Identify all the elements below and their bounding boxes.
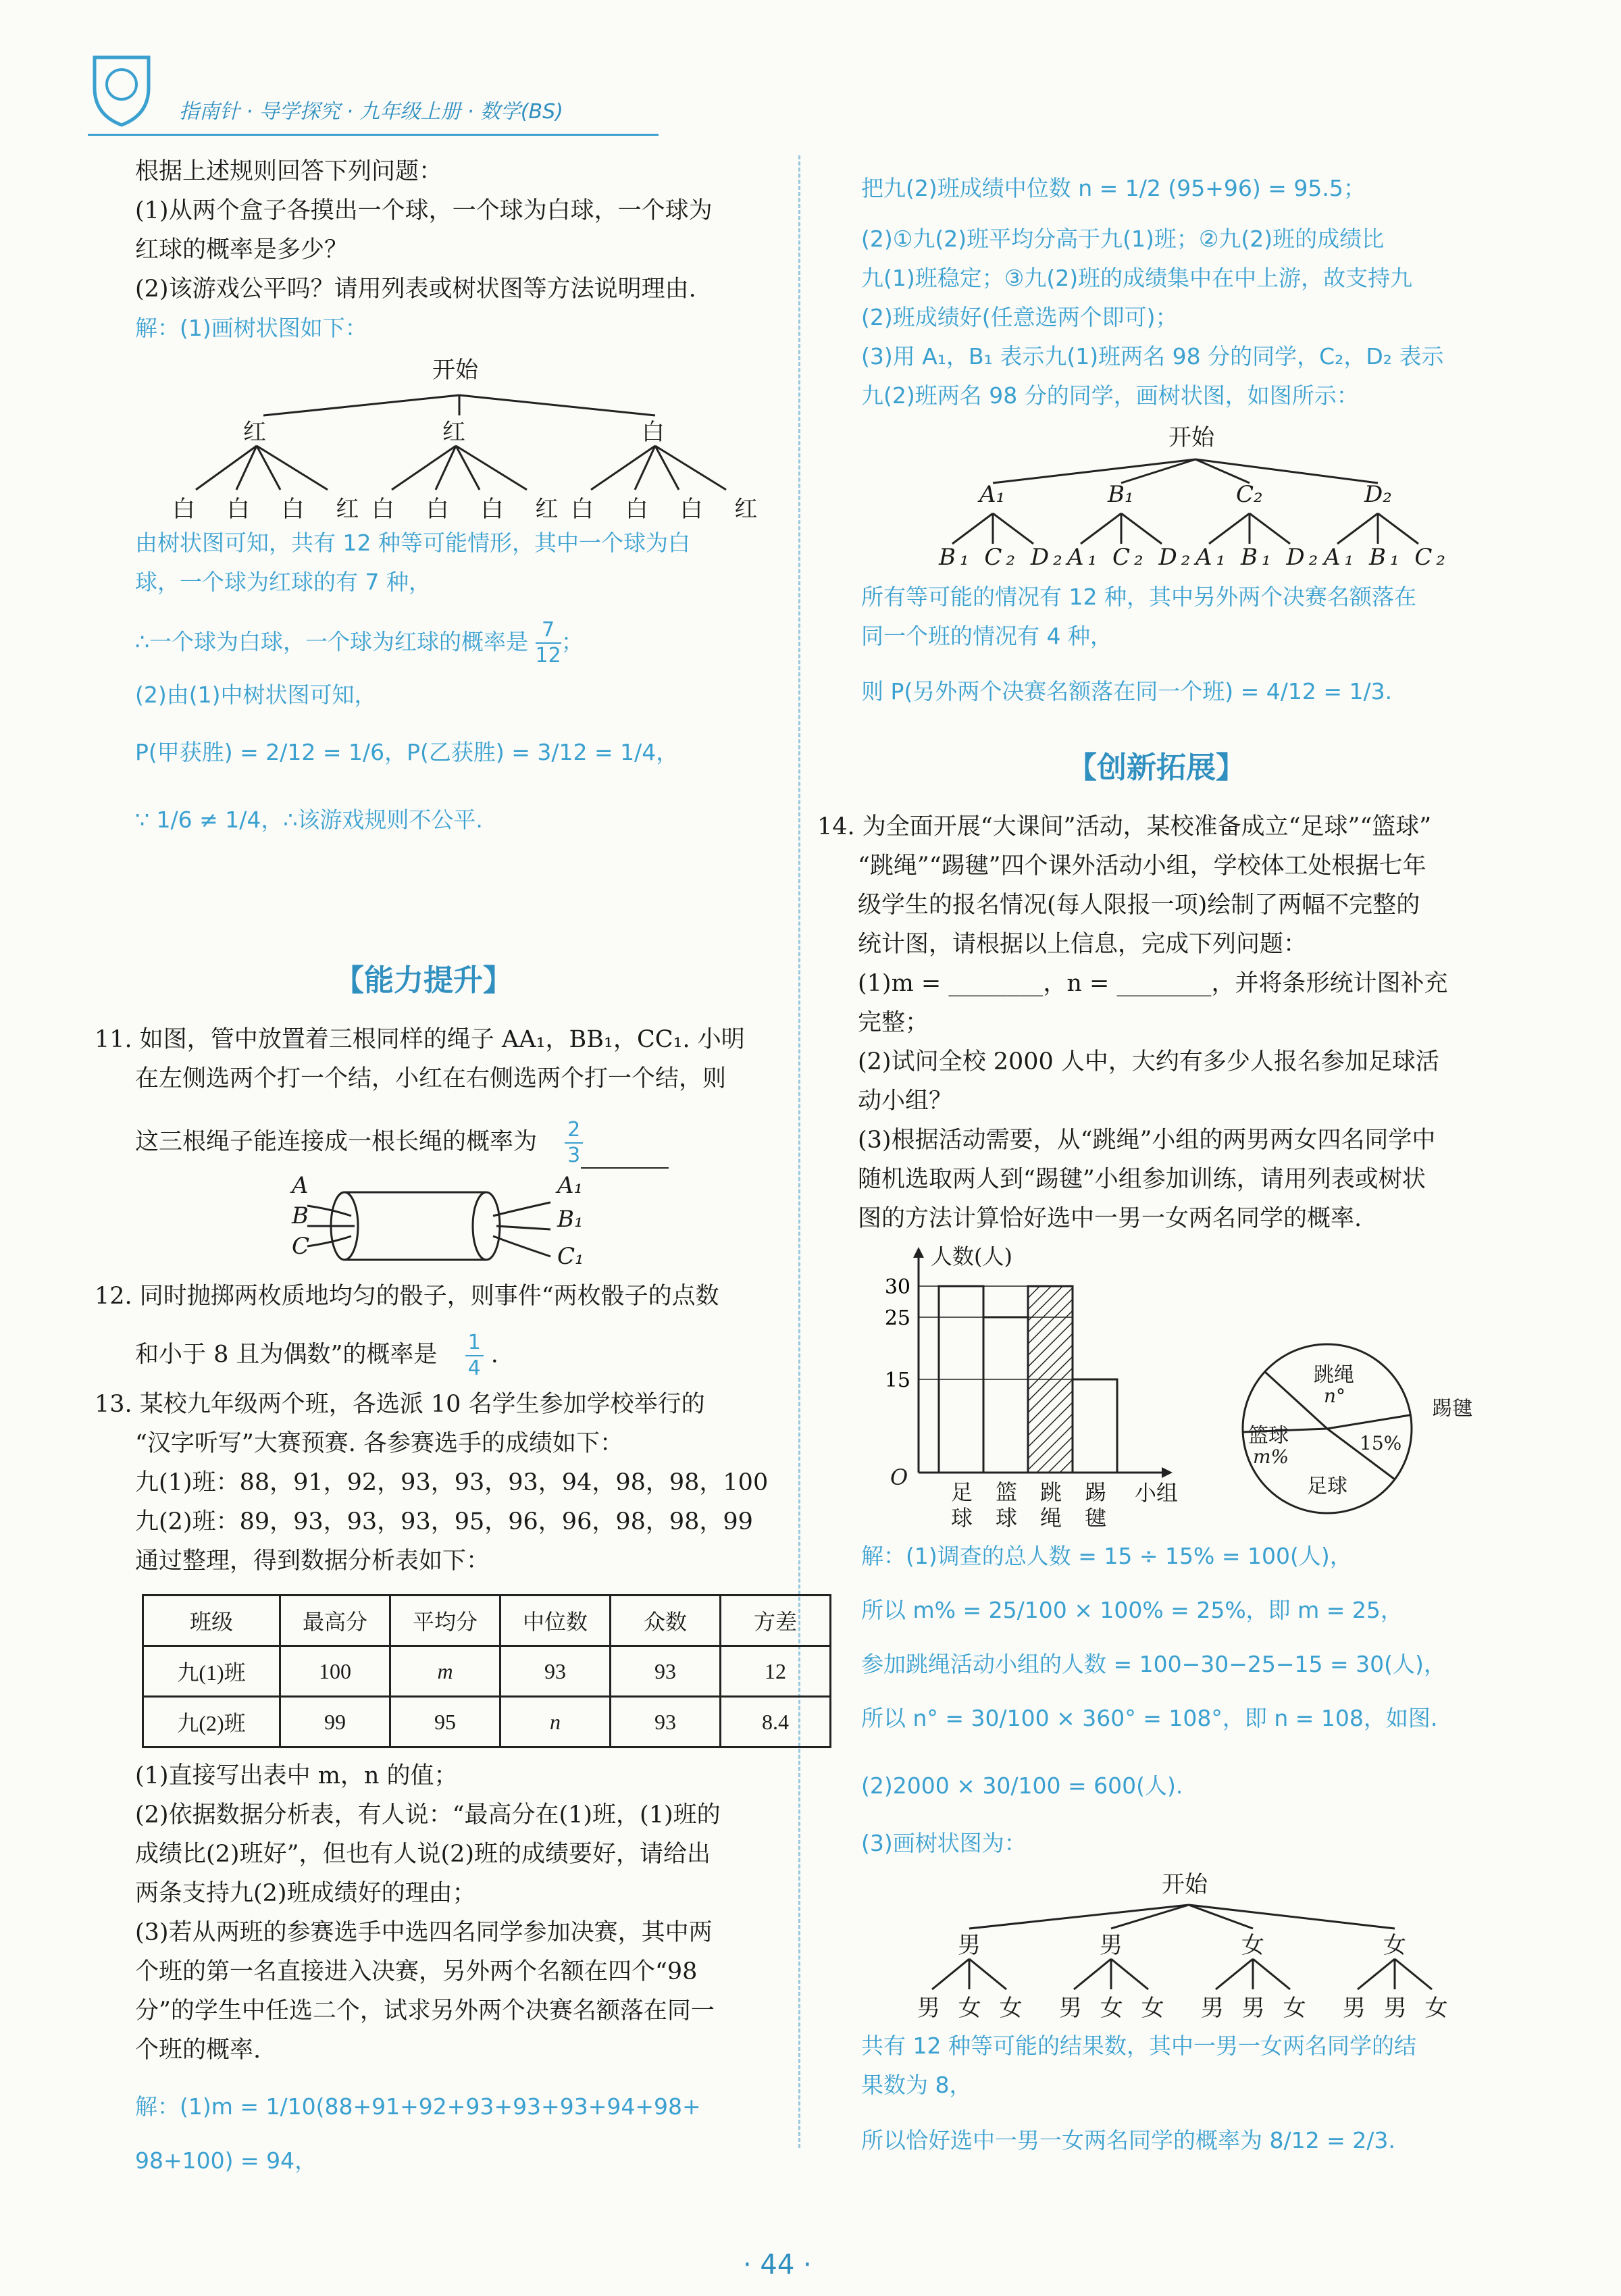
r1: 把九(2)班成绩中位数 n = 1/2 (95+96) = 95.5； (861, 175, 1366, 201)
pie-label: m% (1253, 1446, 1289, 1468)
ans10-3: ∴一个球为白球，一个球为红球的概率是 $\frac{7}{12}$ ； (135, 618, 584, 667)
logo-badge (81, 47, 162, 128)
tree1-leaves: 白 白 白 红 (571, 496, 770, 523)
a14-7a: 共有 12 种等可能的结果数，其中一男一女两名同学的结 (861, 2033, 1416, 2059)
ans10-2a: 由树状图可知，共有 12 种等可能情形，其中一个球为白 (135, 530, 690, 556)
q14-c: 级学生的报名情况(每人限报一项)绘制了两幅不完整的 (858, 892, 1420, 919)
tree3-node: 女 (1241, 1932, 1264, 1959)
q14-p1a: (1)m = ________，n = ________，并将条形统计图补充 (858, 970, 1448, 997)
q13-p3c: 分”的学生中任选二个，试求另外两个决赛名额落在同一 (135, 1997, 715, 2024)
q13-d: 九(2)班：89，93，93，93，95，96，96，98，98，99 (135, 1508, 753, 1535)
a14-4: 所以 n° = 30/100 × 360° = 108°，即 n = 108，如图. (861, 1705, 1438, 1731)
tree3-leaves: 男 男 女 (1343, 1995, 1453, 2022)
pie-label: 15% (1360, 1432, 1402, 1454)
pie-label: 跳绳 (1314, 1363, 1354, 1387)
ans10-2b: 球，一个球为红球的有 7 种， (135, 569, 431, 595)
a14-6: (3)画树状图为： (861, 1830, 1027, 1856)
ans10-1: 解：(1)画树状图如下： (135, 315, 367, 341)
q12-a: 12. 同时抛掷两枚质地均匀的骰子，则事件“两枚骰子的点数 (95, 1283, 719, 1310)
y-axis-arrow (913, 1247, 924, 1258)
tree2-leaves: A₁ B₁ D₂ (1195, 544, 1322, 571)
q14-p2b: 动小组？ (858, 1088, 953, 1115)
rope-tube-figure (290, 1175, 574, 1277)
shield-icon (81, 47, 162, 128)
tree1-node: 红 (243, 419, 266, 446)
tree1-root: 开始 (432, 357, 478, 384)
x-axis-label: 小组 (1135, 1480, 1179, 1506)
a14-8: 所以恰好选中一男一女两名同学的概率为 8/12 = 2/3. (861, 2127, 1395, 2153)
q13-p3d: 个班的概率. (135, 2037, 261, 2064)
section-innovation: 【创新拓展】 (1067, 750, 1245, 785)
q14-d: 统计图，请根据以上信息，完成下列问题： (858, 931, 1308, 958)
a14-1: 解：(1)调查的总人数 = 15 ÷ 15% = 100(人)， (861, 1543, 1352, 1569)
q14-b: “跳绳”“踢毽”四个课外活动小组，学校体工处根据七年 (858, 852, 1426, 879)
pie-label: 踢毽 (1432, 1397, 1472, 1421)
r2c: (2)班成绩好(任意选两个即可)； (861, 304, 1178, 330)
y-tick-label: 30 (884, 1275, 910, 1299)
tree2-root: 开始 (1168, 424, 1214, 451)
tree2-leaves: B₁ C₂ D₂ (939, 544, 1066, 571)
q14-p2a: (2)试问全校 2000 人中，大约有多少人报名参加足球活 (858, 1048, 1439, 1075)
origin-label: O (890, 1464, 908, 1490)
q14-p3a: (3)根据活动需要，从“跳绳”小组的两男两女四名同学中 (858, 1127, 1436, 1154)
r2b: 九(1)班稳定；③九(2)班的成绩集中在中上游，故支持九 (861, 265, 1413, 291)
a14-2: 所以 m% = 25/100 × 100% = 25%，即 m = 25， (861, 1597, 1403, 1623)
table-row: 九(1)班 100 m 93 93 12 (143, 1646, 831, 1697)
a14-3: 参加跳绳活动小组的人数 = 100−30−25−15 = 30(人)， (861, 1651, 1446, 1677)
a14-7b: 果数为 8， (861, 2072, 972, 2098)
q10-part1a: (1)从两个盒子各摸出一个球，一个球为白球，一个球为 (135, 197, 713, 224)
column-divider (798, 155, 802, 2148)
x-tick-label: 篮球 (996, 1479, 1018, 1531)
tree2-node: A₁ (979, 481, 1006, 508)
tree3-leaves: 男 女 女 (917, 1995, 1028, 2022)
header-title: 指南针 · 导学探究 · 九年级上册 · 数学(BS) (179, 100, 563, 124)
tree2-node: D₂ (1364, 481, 1392, 508)
rope-label: A (292, 1172, 309, 1199)
table-row: 九(2)班 99 95 n 93 8.4 (143, 1697, 831, 1747)
q11-a: 11. 如图，管中放置着三根同样的绳子 AA₁，BB₁，CC₁. 小明 (95, 1026, 745, 1053)
q10-intro: 根据上述规则回答下列问题： (135, 158, 443, 185)
tree3-leaves: 男 女 女 (1059, 1995, 1170, 2022)
tree1-node: 红 (442, 419, 465, 446)
tree2-node: B₁ (1108, 481, 1134, 508)
pie-divider (1327, 1415, 1410, 1429)
a14-5: (2)2000 × 30/100 = 600(人). (861, 1772, 1183, 1799)
ans13-b: 98+100) = 94， (135, 2147, 317, 2174)
tree3-node: 男 (1100, 1932, 1123, 1959)
y-axis-label: 人数(人) (931, 1244, 1012, 1269)
q14-p3c: 图的方法计算恰好选中一男一女两名同学的概率. (858, 1205, 1362, 1232)
tree2-leaves: A₁ B₁ C₂ (1324, 544, 1450, 571)
rope-label: B₁ (557, 1206, 584, 1233)
r3b: 九(2)班两名 98 分的同学，画树状图，如图所示： (861, 382, 1359, 409)
rope-label: A₁ (557, 1172, 584, 1199)
ans13-a: 解：(1)m = 1/10(88+91+92+93+93+93+94+98+ (135, 2093, 701, 2120)
q13-p2b: 成绩比(2)班好”，但也有人说(2)班的成绩要好，请给出 (135, 1841, 711, 1868)
y-tick-label: 15 (884, 1369, 910, 1392)
q11-answer-line (581, 1167, 669, 1169)
q14-p1b: 完整； (858, 1009, 929, 1036)
r4b: 同一个班的情况有 4 种， (861, 623, 1112, 649)
tree2-node: C₂ (1236, 481, 1263, 508)
q12-b: 和小于 8 且为偶数”的概率是 $\frac{1}{4}$ . (135, 1331, 498, 1380)
bar-篮球 (983, 1317, 1028, 1473)
q13-a: 13. 某校九年级两个班，各选派 10 名学生参加学校举行的 (95, 1391, 705, 1418)
q13-p2a: (2)依据数据分析表，有人说：“最高分在(1)班，(1)班的 (135, 1802, 721, 1829)
ans10-6: ∵ 1/6 ≠ 1/4，∴该游戏规则不公平. (135, 807, 483, 833)
q14-a: 14. 为全面开展“大课间”活动，某校准备成立“足球”“篮球” (817, 813, 1432, 840)
rope-label: C₁ (557, 1243, 584, 1270)
tree2-leaves: A₁ C₂ D₂ (1067, 544, 1195, 571)
tree1-node: 白 (642, 419, 665, 446)
tree3-node: 男 (958, 1932, 981, 1959)
r3a: (3)用 A₁，B₁ 表示九(1)班两名 98 分的同学，C₂，D₂ 表示 (861, 343, 1444, 369)
pie-label: 足球 (1307, 1475, 1347, 1498)
tree1-leaves: 白 白 白 红 (172, 496, 371, 523)
bar-踢毽 (1073, 1379, 1117, 1473)
tree3-root: 开始 (1162, 1871, 1208, 1898)
rope-label: C (292, 1233, 310, 1260)
q13-b: “汉字听写”大赛预赛. 各参赛选手的成绩如下： (135, 1430, 624, 1457)
ans10-5: P(甲获胜) = 2/12 = 1/6，P(乙获胜) = 3/12 = 1/4， (135, 739, 679, 765)
q13-p1: (1)直接写出表中 m，n 的值； (135, 1762, 458, 1789)
section-ability: 【能力提升】 (334, 963, 513, 998)
r5: 则 P(另外两个决赛名额落在同一个班) = 4/12 = 1/3. (861, 678, 1393, 705)
tree1-leaves: 白 白 白 红 (371, 496, 571, 523)
score-table (142, 1594, 831, 1748)
table-row: 班级 最高分 平均分 中位数 众数 方差 (143, 1596, 831, 1646)
y-tick-label: 25 (884, 1306, 910, 1330)
tree3-leaves: 男 男 女 (1201, 1995, 1312, 2022)
q14-p3b: 随机选取两人到“踢毽”小组参加训练，请用列表或树状 (858, 1166, 1426, 1193)
header-divider (88, 134, 659, 136)
x-tick-label: 足球 (951, 1479, 973, 1531)
q13-p3a: (3)若从两班的参赛选手中选四名同学参加决赛，其中两 (135, 1919, 713, 1946)
pie-label: 篮球 (1248, 1424, 1289, 1448)
tree3-node: 女 (1383, 1932, 1406, 1959)
r2a: (2)①九(2)班平均分高于九(1)班；②九(2)班的成绩比 (861, 226, 1385, 252)
pie-label: n° (1324, 1385, 1346, 1407)
x-tick-label: 跳绳 (1040, 1479, 1062, 1531)
r4a: 所有等可能的情况有 12 种，其中另外两个决赛名额落在 (861, 584, 1416, 610)
rope-label: B (292, 1202, 309, 1229)
q11-b: 在左侧选两个打一个结，小红在右侧选两个打一个结，则 (135, 1065, 727, 1092)
page-number: · 44 · (743, 2249, 812, 2280)
q13-e: 通过整理，得到数据分析表如下： (135, 1548, 490, 1575)
x-tick-label: 踢毽 (1085, 1479, 1107, 1531)
q10-part2: (2)该游戏公平吗？请用列表或树状图等方法说明理由. (135, 276, 696, 303)
q13-c: 九(1)班：88，91，92，93，93，93，94，98，98，100 (135, 1469, 769, 1496)
ans10-4: (2)由(1)中树状图可知， (135, 682, 377, 708)
q13-p2c: 两条支持九(2)班成绩好的理由； (135, 1880, 476, 1907)
q13-p3b: 个班的第一名直接进入决赛，另外两个名额在四个“98 (135, 1958, 698, 1985)
q11-c: 这三根绳子能连接成一根长绳的概率为 $\frac{2}{3}$ (135, 1118, 583, 1168)
q10-part1b: 红球的概率是多少？ (135, 236, 349, 263)
